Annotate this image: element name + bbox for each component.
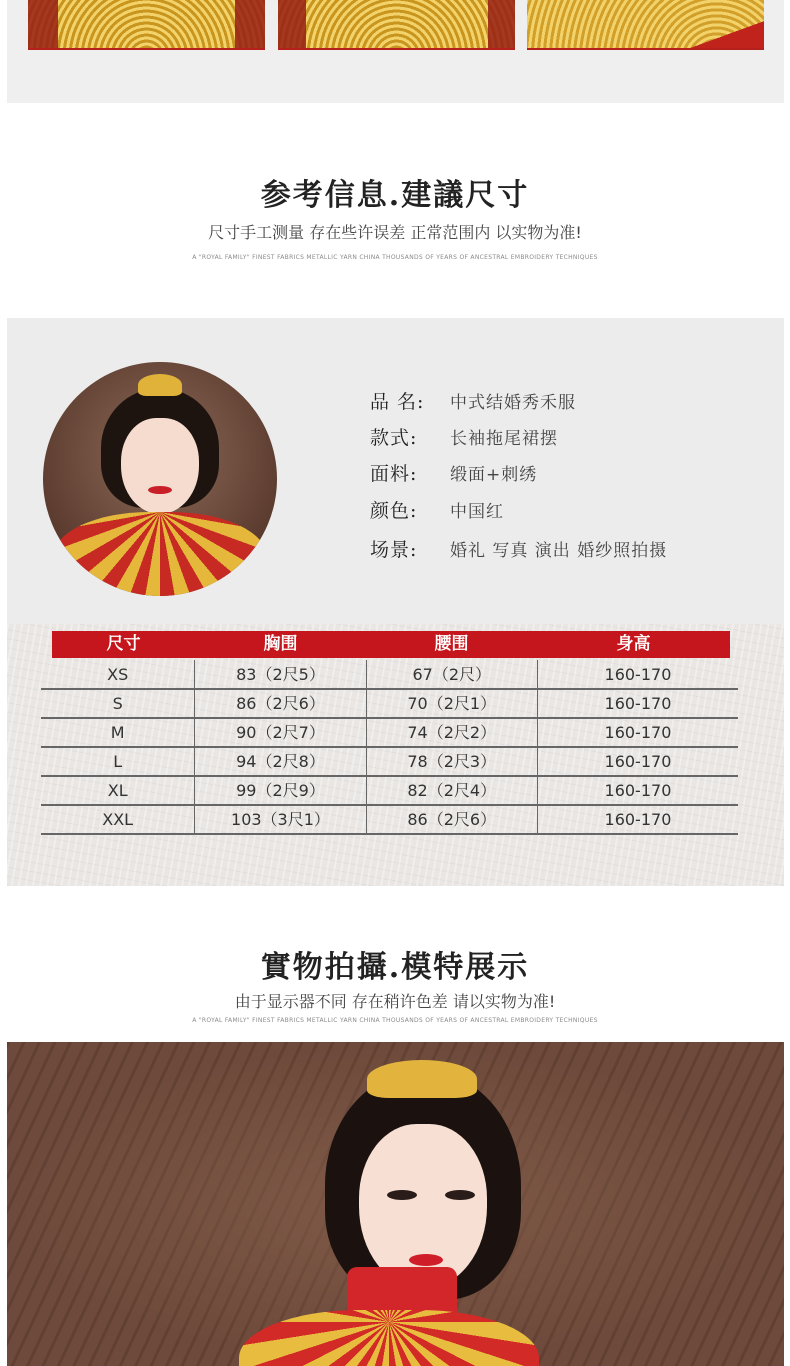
cell-waist: 86（2尺6） (367, 805, 538, 833)
table-row (41, 805, 738, 835)
spec-label: 品 名: (370, 390, 425, 413)
size-table-header (52, 631, 730, 658)
table-row (41, 689, 738, 719)
spec-label: 面料: (370, 462, 418, 485)
spec-value: 中式结婚秀禾服 (450, 392, 576, 413)
cell-bust: 99（2尺9） (195, 776, 366, 804)
cell-waist: 67（2尺） (367, 660, 538, 688)
spec-row-scene (370, 535, 667, 561)
cell-waist: 70（2尺1） (367, 689, 538, 717)
cell-height: 160-170 (604, 694, 672, 713)
spec-row-style (370, 423, 558, 449)
cell-size: XS (41, 660, 195, 688)
cell-bust: 86（2尺6） (195, 689, 366, 717)
spec-row-name (370, 387, 576, 413)
cell-waist: 82（2尺4） (367, 776, 538, 804)
header-size: 尺寸 (106, 634, 141, 654)
spec-value: 中国红 (450, 501, 504, 522)
table-row (41, 747, 738, 777)
spec-row-fabric (370, 459, 537, 485)
reference-section-subtitle: 尺寸手工测量 存在些许误差 正常范围内 以实物为准! (208, 223, 582, 242)
model-photo (7, 1042, 784, 1366)
gallery-image-1 (28, 0, 265, 50)
model-portrait-image (43, 362, 277, 596)
model-section-title: 實物拍攝.模特展示 (260, 950, 530, 985)
cell-waist: 78（2尺3） (367, 747, 538, 775)
reference-section-tagline: A "ROYAL FAMILY" FINEST FABRICS METALLIC YARN CHINA THOUSANDS OF YEARS OF ANCESTRAL EMBROIDERY TECHNIQUES (192, 254, 598, 261)
cell-size: XL (41, 776, 195, 804)
cell-size: XXL (41, 805, 195, 833)
cell-bust: 103（3尺1） (195, 805, 366, 833)
spec-label: 颜色: (370, 499, 418, 522)
table-row (41, 776, 738, 806)
gallery-image-3 (527, 0, 764, 50)
gallery-image-2 (278, 0, 515, 50)
cell-height: 160-170 (604, 781, 672, 800)
table-row (41, 718, 738, 748)
cell-size: M (41, 718, 195, 746)
cell-size: L (41, 747, 195, 775)
cell-height: 160-170 (604, 665, 672, 684)
size-chart-panel (7, 624, 784, 886)
detail-gallery-strip (7, 0, 784, 103)
model-section-tagline: A "ROYAL FAMILY" FINEST FABRICS METALLIC YARN CHINA THOUSANDS OF YEARS OF ANCESTRAL EMBROIDERY TECHNIQUES (192, 1017, 598, 1024)
cell-bust: 83（2尺5） (195, 660, 366, 688)
cell-height: 160-170 (604, 810, 672, 829)
spec-value: 长袖拖尾裙摆 (450, 428, 558, 449)
cell-bust: 90（2尺7） (195, 718, 366, 746)
header-height: 身高 (616, 634, 651, 654)
cell-bust: 94（2尺8） (195, 747, 366, 775)
reference-section-title: 参考信息.建議尺寸 (260, 178, 530, 213)
header-waist: 腰围 (434, 634, 469, 654)
cell-waist: 74（2尺2） (367, 718, 538, 746)
cell-height: 160-170 (604, 752, 672, 771)
cell-height: 160-170 (604, 723, 672, 742)
spec-value: 缎面+刺绣 (450, 464, 538, 485)
model-section-subtitle: 由于显示器不同 存在稍许色差 请以实物为准! (234, 992, 556, 1011)
table-row (41, 660, 738, 690)
header-bust: 胸围 (263, 634, 298, 654)
spec-label: 场景: (370, 538, 418, 561)
cell-size: S (41, 689, 195, 717)
spec-label: 款式: (370, 426, 418, 449)
spec-row-color (370, 496, 504, 522)
spec-value: 婚礼 写真 演出 婚纱照拍摄 (450, 540, 668, 561)
